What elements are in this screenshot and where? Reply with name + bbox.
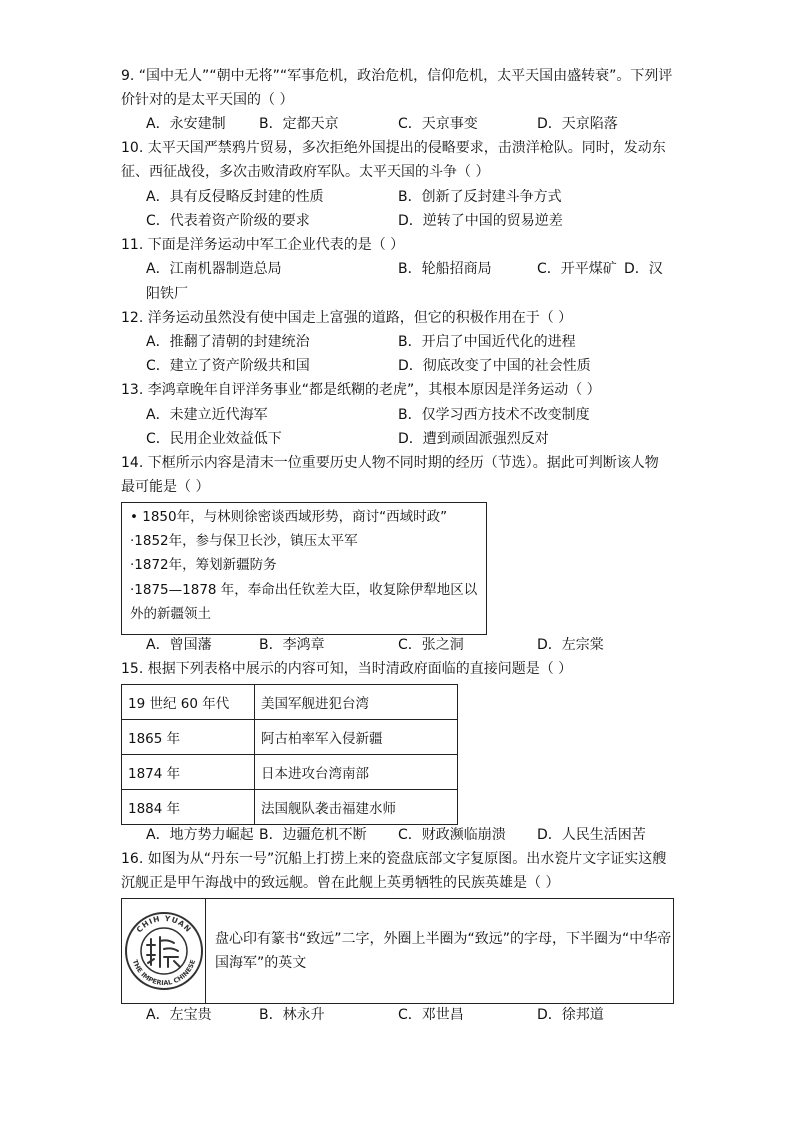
q14-stem-line2: 最可能是（ ） [121, 479, 210, 495]
seal-bottom-text: THE IMPERIAL CHINESE [130, 958, 198, 988]
table-row [122, 755, 458, 790]
q12-option-d: D．彻底改变了中国的社会性质 [398, 358, 591, 374]
q14-box-line5: 外的新疆领土 [130, 606, 211, 622]
q14-info-box [121, 502, 487, 635]
q12-option-b: B．开启了中国近代化的进程 [398, 334, 576, 350]
q10-option-b: B．创新了反封建斗争方式 [398, 189, 562, 205]
q11-stem: 11. 下面是洋务运动中军工企业代表的是（ ） [121, 237, 405, 253]
q15-option-d: D．人民生活困苦 [537, 827, 646, 843]
q16-option-c: C．邓世昌 [398, 1007, 464, 1023]
q9-option-b: B．定都天京 [259, 116, 339, 132]
q11-option-a: A．江南机器制造总局 [146, 261, 282, 277]
q15-cell-event: 日本进攻台湾南部 [255, 755, 458, 790]
q9-option-c: C．天京事变 [398, 116, 478, 132]
q15-cell-event: 美国军舰进犯台湾 [255, 685, 458, 720]
q16-figure-box [121, 898, 674, 1004]
seal-top-text: CHIH YUAN [134, 913, 194, 935]
q14-option-c: C．张之洞 [398, 637, 464, 653]
q15-option-b: B．边疆危机不断 [259, 827, 367, 843]
q15-cell-event: 阿古柏率军入侵新疆 [255, 720, 458, 755]
q10-option-a: A．具有反侵略反封建的性质 [146, 189, 324, 205]
q16-divider [205, 899, 206, 1003]
q15-stem: 15. 根据下列表格中展示的内容可知，当时清政府面临的直接问题是（ ） [121, 661, 573, 677]
q10-option-d: D．逆转了中国的贸易逆差 [398, 213, 563, 229]
q14-option-a: A．曾国藩 [146, 637, 212, 653]
q9-stem-line1: 9. “国中无人”“朝中无将”“军事危机，政治危机，信仰危机，太平天国由盛转衰”。下列评 [121, 68, 673, 84]
q16-option-d: D．徐邦道 [537, 1007, 604, 1023]
q12-stem: 12. 洋务运动虽然没有使中国走上富强的道路，但它的积极作用在于（ ） [121, 310, 573, 326]
q12-option-c: C．建立了资产阶级共和国 [146, 358, 310, 374]
q13-option-d: D．遭到顽固派强烈反对 [398, 431, 549, 447]
q14-option-d: D．左宗棠 [537, 637, 604, 653]
q11-option-d: D．汉 [624, 261, 663, 277]
q15-option-a: A．地方势力崛起 [146, 827, 254, 843]
q16-stem-line2: 沉舰正是甲午海战中的致远舰。曾在此舰上英勇牺牲的民族英雄是（ ） [121, 875, 560, 891]
table-row [122, 790, 458, 825]
q16-box-line1: 盘心印有篆书“致远”二字，外圈上半圈为“致远”的字母，下半圈为“中华帝 [215, 931, 672, 947]
q16-stem-line1: 16. 如图为从“丹东一号”沉船上打捞上来的瓷盘底部文字复原图。出水瓷片文字证实这艘 [121, 851, 667, 867]
q15-cell-year: 1884 年 [122, 790, 255, 825]
q13-option-b: B．仅学习西方技术不改变制度 [398, 407, 590, 423]
q11-option-c: C．开平煤矿 [537, 261, 617, 277]
porcelain-seal-icon [124, 909, 204, 993]
q13-option-c: C．民用企业效益低下 [146, 431, 282, 447]
q9-option-a: A．永安建制 [146, 116, 226, 132]
q10-option-c: C．代表着资产阶级的要求 [146, 213, 310, 229]
q11-option-d-wrap: 阳铁厂 [146, 286, 188, 302]
q15-option-c: C．财政濒临崩溃 [398, 827, 506, 843]
q9-option-d: D．天京陷落 [537, 116, 618, 132]
q13-option-a: A．未建立近代海军 [146, 407, 268, 423]
q15-cell-year: 1865 年 [122, 720, 255, 755]
q16-option-a: A．左宝贵 [146, 1007, 212, 1023]
q14-box-line3: ·1872年，筹划新疆防务 [130, 557, 277, 573]
q15-cell-year: 19 世纪 60 年代 [122, 685, 255, 720]
q13-stem: 13. 李鸿章晚年自评洋务事业“都是纸糊的老虎”，其根本原因是洋务运动（ ） [121, 382, 601, 398]
q15-cell-event: 法国舰队袭击福建水师 [255, 790, 458, 825]
q14-box-line1: • 1850年，与林则徐密谈西域形势，商讨“西域时政” [130, 509, 448, 525]
q15-table [121, 684, 458, 825]
q9-stem-line2: 价针对的是太平天国的（ ） [121, 92, 294, 108]
q14-box-line4: ·1875—1878 年，奉命出任钦差大臣，收复除伊犁地区以 [130, 582, 478, 598]
q14-stem-line1: 14. 下框所示内容是清末一位重要历史人物不同时期的经历（节选）。据此可判断该人物 [121, 455, 659, 471]
q14-option-b: B．李鸿章 [259, 637, 325, 653]
table-row [122, 685, 458, 720]
q15-cell-year: 1874 年 [122, 755, 255, 790]
seal-script-glyph [147, 937, 180, 967]
q16-box-line2: 国海军”的英文 [215, 955, 307, 971]
q10-stem-line1: 10. 太平天国严禁鸦片贸易，多次拒绝外国提出的侵略要求，击溃洋枪队。同时，发动东 [121, 140, 666, 156]
table-row [122, 720, 458, 755]
q16-option-b: B．林永升 [259, 1007, 325, 1023]
q11-option-b: B．轮船招商局 [398, 261, 492, 277]
q14-box-line2: ·1852年，参与保卫长沙，镇压太平军 [130, 533, 358, 549]
q10-stem-line2: 征、西征战役，多次击败清政府军队。太平天国的斗争（ ） [121, 164, 490, 180]
q12-option-a: A．推翻了清朝的封建统治 [146, 334, 310, 350]
